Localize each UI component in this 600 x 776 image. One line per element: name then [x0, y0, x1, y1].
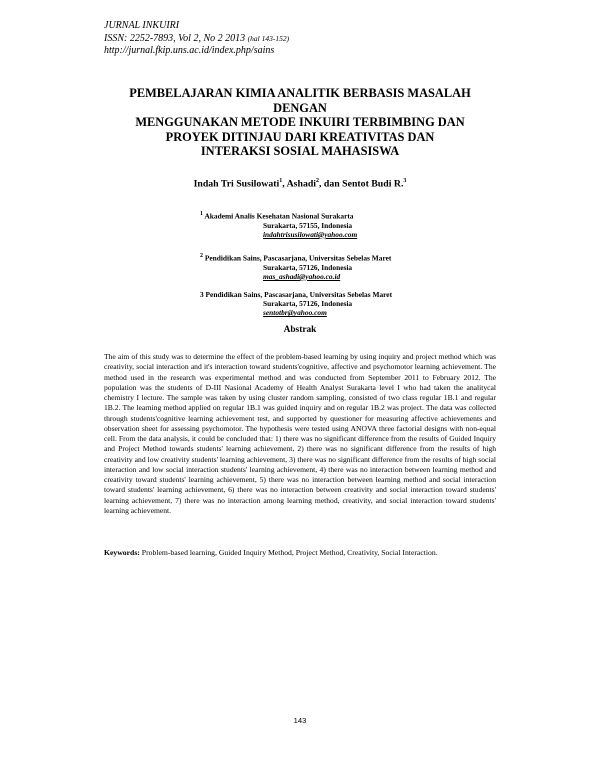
title-line: PEMBELAJARAN KIMIA ANALITIK BERBASIS MASALAH DENGAN [129, 86, 471, 115]
keywords-text: Problem-based learning, Guided Inquiry Method, Project Method, Creativity, Social Interaction. [139, 548, 438, 557]
affiliation-city: Surakarta, 57126, Indonesia [263, 262, 353, 272]
keywords [104, 548, 496, 558]
author-2: , Ashadi [282, 178, 317, 190]
author-1-sup: 1 [279, 178, 283, 184]
author-list [104, 178, 496, 189]
author-3-sup: 3 [403, 178, 407, 184]
affiliation-email[interactable]: mas_ashadi@yahoo.co.id [263, 271, 341, 281]
journal-header [104, 20, 289, 58]
issn-text: ISSN: 2252-7893, Vol 2, No 2 2013 [104, 32, 248, 44]
abstract-heading: Abstrak [283, 325, 317, 335]
affiliation-email[interactable]: sentotbr@yahoo.com [263, 308, 327, 318]
affiliation-email[interactable]: indahtrisusilowati@yahoo.com [263, 229, 358, 239]
page-range: (hal 143-152) [247, 33, 290, 43]
journal-issn [104, 33, 289, 46]
author-3: , dan Sentot Budi R. [319, 178, 404, 190]
title-line: PROYEK DITINJAU DARI KREATIVITAS DAN [165, 129, 435, 144]
affiliation-city: Surakarta, 57155, Indonesia [263, 220, 353, 230]
page-number: 143 [293, 716, 307, 725]
affiliation-city: Surakarta, 57126, Indonesia [263, 299, 353, 309]
journal-name: JURNAL INKUIRI [104, 20, 180, 31]
affiliation-name: 3 Pendidikan Sains, Pascasarjana, Universitas Sebelas Maret [200, 290, 393, 299]
affiliation-3 [200, 290, 480, 318]
affiliation-1 [200, 210, 480, 239]
affiliation-sup: 1 [200, 211, 203, 217]
paper-title [104, 86, 496, 159]
affiliation-name: Pendidikan Sains, Pascasarjana, Universitas Sebelas Maret [203, 253, 392, 263]
title-line: MENGGUNAKAN METODE INKUIRI TERBIMBING DAN [135, 115, 465, 129]
author-1: Indah Tri Susilowati [193, 178, 280, 190]
affiliation-name: Akademi Analis Kesehatan Nasional Surakarta [203, 211, 354, 221]
keywords-label: Keywords: [104, 548, 140, 557]
journal-url[interactable]: http://jurnal.fkip.uns.ac.id/index.php/sains [104, 45, 275, 56]
title-line: INTERAKSI SOSIAL MAHASISWA [200, 144, 400, 158]
affiliation-2 [200, 252, 480, 281]
author-2-sup: 2 [316, 178, 320, 184]
abstract-body: The aim of this study was to determine the effect of the problem-based learning by using inquiry and project method which was creativity, social interaction and it's interaction toward students'cognitive, affective and psychomotor learning achievement. The method used in the research was experimental method and was conducted from September 2011 to February 2012. The population was the students of D-III Nasional Academy of Health Analyst Surakarta level I who had taken the analitycal chemistry I lecture. The sample was taken by using cluster random sampling, consisted of two class regular 1B.1 and regular 1B.2. The learning method applied on regular 1B.1 was guided inquiry and on regular 1B.2 was project. The data was collected through students'cognitive learning achievement test, and supported by questioner for measuring affective achievements and observation sheet for assessing psychomotor. The hypothesis were tested using ANOVA three factorial designs with non-equal cell. From the data analysis, it could be concluded that: 1) there was no significant difference from the results of Guided Inquiry and Project Method towards students' learning achievement, 2) there was no significant difference from the results of high creativity and low creativity students' learning achievement, 3) there was no significant difference from the results of high social interaction and low social interaction students' learning achievement, 4) there was no interaction between learning method and creativity toward students' learning achievement, 5) there was no interaction between learning method and social interaction toward students' learning achievement, 6) there was no interaction between creativity and social interaction toward students' learning achievement, 7) there was no interaction among learning method, creativity, and social interaction toward students' learning achievement. [104, 352, 496, 515]
affiliation-sup: 2 [200, 253, 203, 259]
